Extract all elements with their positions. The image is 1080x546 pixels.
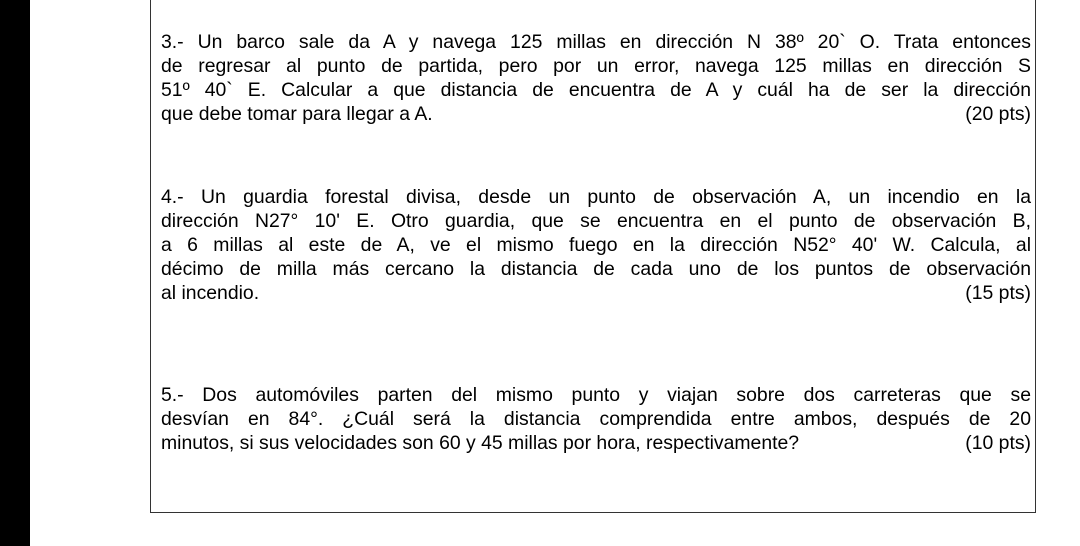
problem-3-line-2: de regresar al punto de partida, pero por un error, navega 125 millas en dirección S bbox=[161, 55, 1031, 77]
problem-5-last-text: minutos, si sus velocidades son 60 y 45 millas por hora, respectivamente? bbox=[161, 432, 800, 454]
problem-4-line-1: 4.- Un guardia forestal divisa, desde un punto de observación A, un incendio en la bbox=[161, 186, 1031, 208]
problem-3 bbox=[161, 30, 1031, 126]
problem-3-points: (20 pts) bbox=[965, 103, 1031, 125]
problem-5-line-1: 5.- Dos automóviles parten del mismo punto y viajan sobre dos carreteras que se bbox=[161, 384, 1031, 406]
problem-5 bbox=[161, 383, 1031, 455]
problem-4-points: (15 pts) bbox=[965, 282, 1031, 304]
problem-3-line-1: 3.- Un barco sale da A y navega 125 millas en dirección N 38º 20` O. Trata entonces bbox=[161, 31, 1031, 53]
problem-5-line-2: desvían en 84°. ¿Cuál será la distancia comprendida entre ambos, después de 20 bbox=[161, 408, 1031, 430]
problem-4-line-2: dirección N27° 10' E. Otro guardia, que se encuentra en el punto de observación B, bbox=[161, 210, 1031, 232]
problem-5-last-line bbox=[161, 431, 1031, 455]
problem-4 bbox=[161, 185, 1031, 305]
problem-4-line-3: a 6 millas al este de A, ve el mismo fuego en la dirección N52° 40' W. Calcula, al bbox=[161, 234, 1031, 256]
problem-4-line-4: décimo de milla más cercano la distancia de cada uno de los puntos de observación bbox=[161, 258, 1031, 280]
problem-4-last-line bbox=[161, 281, 1031, 305]
problem-5-points: (10 pts) bbox=[965, 432, 1031, 454]
problem-3-line-3: 51º 40` E. Calcular a que distancia de encuentra de A y cuál ha de ser la dirección bbox=[161, 79, 1031, 101]
problem-3-last-line bbox=[161, 102, 1031, 126]
left-black-bar bbox=[0, 0, 30, 546]
problem-3-last-text: que debe tomar para llegar a A. bbox=[161, 103, 433, 125]
problem-4-last-text: al incendio. bbox=[161, 282, 260, 304]
